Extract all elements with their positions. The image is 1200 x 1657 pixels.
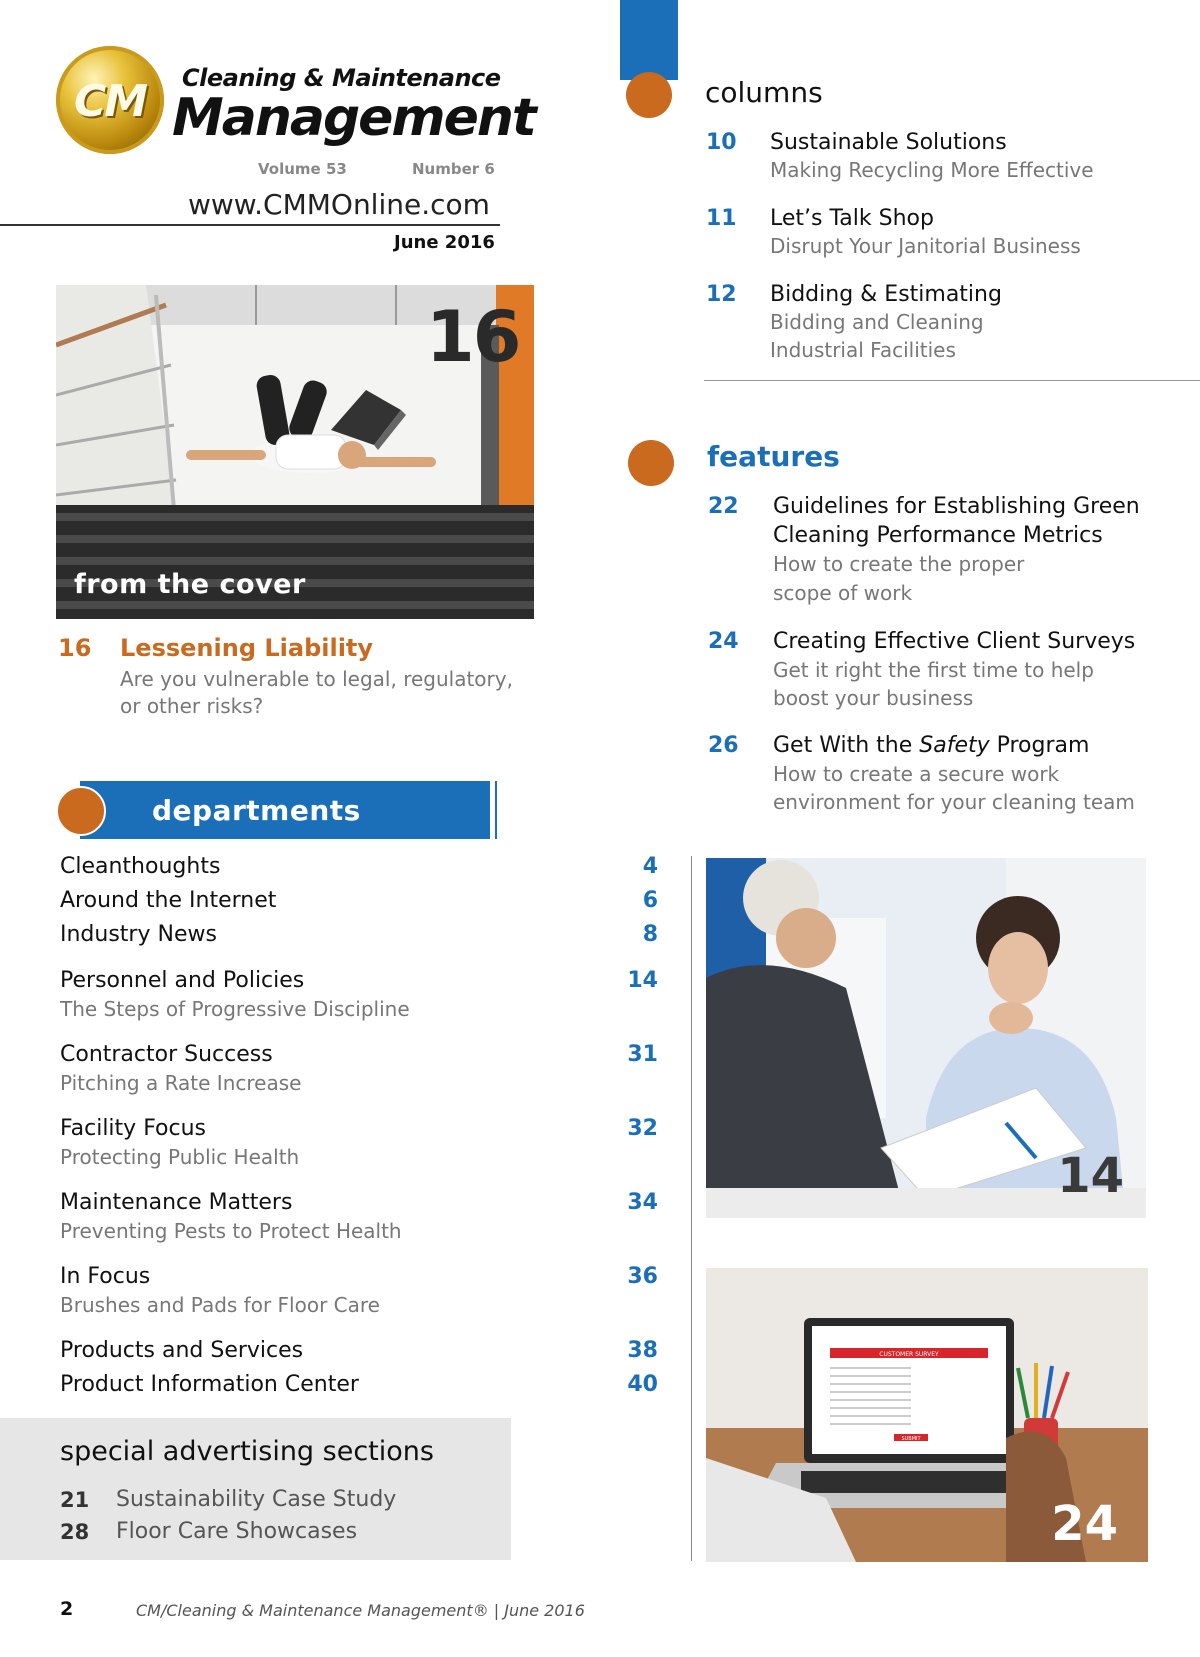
features-heading: features xyxy=(707,440,840,473)
departments-band-edge xyxy=(495,781,497,839)
column-item-page: 11 xyxy=(706,206,737,231)
feature-item-title-2[interactable]: Cleaning Performance Metrics xyxy=(773,523,1103,548)
columns-divider xyxy=(704,380,1200,381)
dept-item-page: 40 xyxy=(627,1372,658,1397)
column-item-subtitle: Making Recycling More Effective xyxy=(770,158,1094,182)
columns-bullet-dot xyxy=(626,72,672,118)
from-the-cover-label: from the cover xyxy=(74,569,306,600)
issue-number-label: Number 6 xyxy=(412,160,495,178)
column-item-title[interactable]: Sustainable Solutions xyxy=(770,130,1007,155)
departments-heading: departments xyxy=(152,794,361,827)
dept-item-page: 6 xyxy=(642,888,658,913)
survey-header-text: CUSTOMER SURVEY xyxy=(879,1351,939,1358)
photo-24-number: 24 xyxy=(1051,1496,1118,1552)
dept-item-title[interactable]: Maintenance Matters xyxy=(60,1190,293,1215)
feature-item-page: 26 xyxy=(708,733,739,758)
footer-page-number: 2 xyxy=(60,1598,74,1620)
dept-item-title[interactable]: Cleanthoughts xyxy=(60,854,221,879)
dept-item-title[interactable]: Products and Services xyxy=(60,1338,304,1363)
column-item-page: 10 xyxy=(706,130,737,155)
cm-logo xyxy=(56,46,164,154)
dept-item-subtitle: Brushes and Pads for Floor Care xyxy=(60,1293,380,1317)
cover-story-subtitle-2: or other risks? xyxy=(120,694,264,718)
cover-story-subtitle-1: Are you vulnerable to legal, regulatory, xyxy=(120,667,513,691)
feature-item-title[interactable]: Guidelines for Establishing Green xyxy=(773,494,1140,519)
photo-14-number: 14 xyxy=(1057,1148,1124,1204)
footer-text: CM/Cleaning & Maintenance Management® | June 2016 xyxy=(136,1601,585,1620)
dept-item-subtitle: The Steps of Progressive Discipline xyxy=(60,997,410,1021)
dept-item-page: 34 xyxy=(627,1190,658,1215)
feature-item-subtitle-2: scope of work xyxy=(773,581,913,605)
departments-bullet-dot xyxy=(56,786,106,836)
dept-item-page: 4 xyxy=(642,854,658,879)
logo-mark: CM xyxy=(73,76,147,127)
survey-submit-text: SUBMIT xyxy=(901,1436,921,1442)
blue-tab-decoration xyxy=(620,0,678,80)
dept-item-title[interactable]: Personnel and Policies xyxy=(60,968,305,993)
dept-item-page: 36 xyxy=(627,1264,658,1289)
dept-item-page: 14 xyxy=(627,968,658,993)
dept-item-page: 32 xyxy=(627,1116,658,1141)
cover-story-title[interactable]: Lessening Liability xyxy=(120,634,374,662)
dept-item-subtitle: Protecting Public Health xyxy=(60,1145,300,1169)
column-item-subtitle-2: Industrial Facilities xyxy=(770,338,956,362)
feature-item-page: 24 xyxy=(708,629,739,654)
dept-item-page: 38 xyxy=(627,1338,658,1363)
brand-name-top: Cleaning & Maintenance xyxy=(182,64,501,92)
column-item-subtitle: Disrupt Your Janitorial Business xyxy=(770,234,1081,258)
dept-item-title[interactable]: In Focus xyxy=(60,1264,151,1289)
feature-item-subtitle-2: boost your business xyxy=(773,686,974,710)
dept-item-title[interactable]: Around the Internet xyxy=(60,888,277,913)
dept-item-title[interactable]: Product Information Center xyxy=(60,1372,359,1397)
column-item-title[interactable]: Let’s Talk Shop xyxy=(770,206,934,231)
dept-item-page: 31 xyxy=(627,1042,658,1067)
volume-label: Volume 53 xyxy=(258,160,347,178)
feature-item-subtitle: Get it right the first time to help xyxy=(773,658,1094,682)
special-item-page: 21 xyxy=(60,1488,90,1512)
columns-heading: columns xyxy=(705,76,823,109)
column-item-subtitle: Bidding and Cleaning xyxy=(770,310,984,334)
dept-item-title[interactable]: Facility Focus xyxy=(60,1116,207,1141)
feature-title-part: Get With the xyxy=(773,733,920,758)
special-item-title[interactable]: Sustainability Case Study xyxy=(116,1487,397,1512)
feature-item-subtitle: How to create a secure work xyxy=(773,762,1060,786)
cover-page-number-overlay: 16 xyxy=(426,296,520,378)
feature-item-title[interactable] xyxy=(773,733,1089,758)
dept-item-page: 8 xyxy=(642,922,658,947)
photo-column-divider xyxy=(691,856,692,1561)
dept-item-subtitle: Pitching a Rate Increase xyxy=(60,1071,302,1095)
feature-title-part: Program xyxy=(989,733,1090,758)
feature-item-title[interactable]: Creating Effective Client Surveys xyxy=(773,629,1136,654)
column-item-title[interactable]: Bidding & Estimating xyxy=(770,282,1002,307)
feature-title-emphasis: Safety xyxy=(919,733,990,758)
special-sections-heading: special advertising sections xyxy=(60,1436,434,1467)
special-item-page: 28 xyxy=(60,1520,90,1544)
feature-item-page: 22 xyxy=(708,494,739,519)
website-link[interactable]: www.CMMOnline.com xyxy=(188,188,490,221)
masthead-divider xyxy=(0,224,500,226)
feature-item-subtitle-2: environment for your cleaning team xyxy=(773,790,1135,814)
cover-story-page: 16 xyxy=(58,634,92,662)
column-item-page: 12 xyxy=(706,282,737,307)
photo-interview[interactable] xyxy=(706,858,1146,1218)
dept-item-title[interactable]: Industry News xyxy=(60,922,217,947)
dept-item-title[interactable]: Contractor Success xyxy=(60,1042,273,1067)
issue-date: June 2016 xyxy=(394,232,495,253)
brand-name-main: Management xyxy=(172,88,535,148)
photo-laptop-survey[interactable] xyxy=(706,1268,1148,1562)
features-bullet-dot xyxy=(628,440,674,486)
special-item-title[interactable]: Floor Care Showcases xyxy=(116,1519,358,1544)
dept-item-subtitle: Preventing Pests to Protect Health xyxy=(60,1219,402,1243)
feature-item-subtitle: How to create the proper xyxy=(773,552,1025,576)
